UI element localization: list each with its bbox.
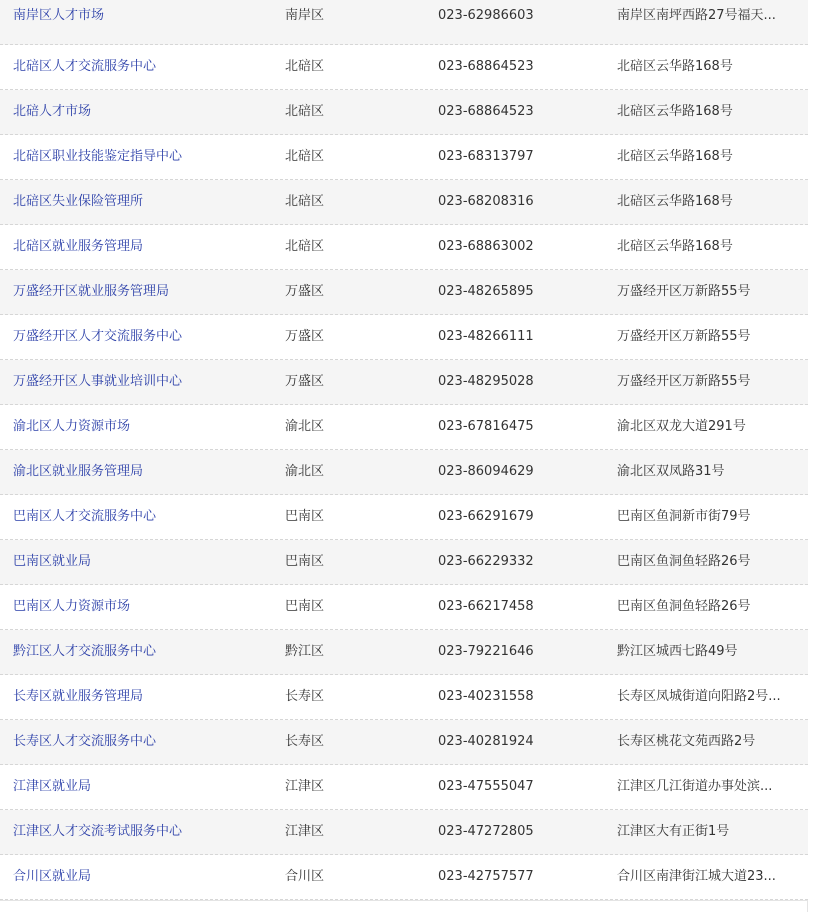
- address-cell: 北碚区云华路168号: [617, 239, 733, 254]
- agency-name-link[interactable]: 巴南区人才交流服务中心: [13, 509, 157, 524]
- address-cell: 北碚区云华路168号: [617, 104, 733, 119]
- district-cell: 渝北区: [285, 419, 325, 434]
- district-cell: 北碚区: [285, 149, 325, 164]
- table-bottom-border: [0, 900, 808, 901]
- phone-cell: 023-67816475: [438, 419, 534, 434]
- agency-name-link[interactable]: 巴南区就业局: [13, 554, 92, 569]
- table-row: [0, 585, 808, 630]
- district-cell: 渝北区: [285, 464, 325, 479]
- district-cell: 北碚区: [285, 194, 325, 209]
- address-cell: 巴南区鱼洞新市街79号: [617, 509, 751, 524]
- agency-name-link[interactable]: 北碚区职业技能鉴定指导中心: [13, 149, 183, 164]
- agency-name-link[interactable]: 北碚区人才交流服务中心: [13, 59, 157, 74]
- agency-name-link[interactable]: 合川区就业局: [13, 869, 92, 884]
- table-row: [0, 855, 808, 900]
- agency-name-link[interactable]: 万盛经开区就业服务管理局: [13, 284, 170, 299]
- address-cell: 长寿区凤城街道向阳路2号...: [617, 689, 781, 704]
- table-row: [0, 540, 808, 585]
- table-row: [0, 495, 808, 540]
- agency-name-link[interactable]: 北碚人才市场: [13, 104, 92, 119]
- page-scrollbar-track[interactable]: [808, 0, 827, 912]
- table-row: [0, 405, 808, 450]
- district-cell: 黔江区: [285, 644, 325, 659]
- address-cell: 巴南区鱼洞鱼轻路26号: [617, 599, 751, 614]
- district-cell: 北碚区: [285, 59, 325, 74]
- address-cell: 万盛经开区万新路55号: [617, 329, 751, 344]
- address-cell: 合川区南津街江城大道23...: [617, 869, 776, 884]
- table-row: [0, 45, 808, 90]
- table-row: [0, 810, 808, 855]
- district-cell: 万盛区: [285, 329, 325, 344]
- address-cell: 长寿区桃花文苑西路2号: [617, 734, 756, 749]
- table-row: [0, 225, 808, 270]
- district-cell: 巴南区: [285, 599, 325, 614]
- phone-cell: 023-62986603: [438, 8, 534, 23]
- address-cell: 巴南区鱼洞鱼轻路26号: [617, 554, 751, 569]
- phone-cell: 023-79221646: [438, 644, 534, 659]
- table-row: [0, 720, 808, 765]
- agency-name-link[interactable]: 万盛经开区人才交流服务中心: [13, 329, 183, 344]
- district-cell: 江津区: [285, 779, 325, 794]
- phone-cell: 023-66229332: [438, 554, 534, 569]
- agency-name-link[interactable]: 渝北区人力资源市场: [13, 419, 131, 434]
- table-row: [0, 270, 808, 315]
- district-cell: 长寿区: [285, 734, 325, 749]
- address-cell: 万盛经开区万新路55号: [617, 374, 751, 389]
- address-cell: 渝北区双凤路31号: [617, 464, 725, 479]
- district-cell: 巴南区: [285, 554, 325, 569]
- agency-name-link[interactable]: 南岸区人才市场: [13, 8, 105, 23]
- phone-cell: 023-68864523: [438, 59, 534, 74]
- district-cell: 江津区: [285, 824, 325, 839]
- table-row: [0, 135, 808, 180]
- address-cell: 江津区几江街道办事处滨...: [617, 779, 773, 794]
- agency-name-link[interactable]: 巴南区人力资源市场: [13, 599, 131, 614]
- district-cell: 长寿区: [285, 689, 325, 704]
- table-row: [0, 360, 808, 405]
- table-row: [0, 675, 808, 720]
- phone-cell: 023-47272805: [438, 824, 534, 839]
- agency-name-link[interactable]: 长寿区人才交流服务中心: [13, 734, 157, 749]
- table-row: [0, 765, 808, 810]
- phone-cell: 023-40231558: [438, 689, 534, 704]
- agency-name-link[interactable]: 江津区人才交流考试服务中心: [13, 824, 183, 839]
- address-cell: 北碚区云华路168号: [617, 194, 733, 209]
- table-row: [0, 90, 808, 135]
- agency-name-link[interactable]: 万盛经开区人事就业培训中心: [13, 374, 183, 389]
- address-cell: 江津区大有正街1号: [617, 824, 730, 839]
- phone-cell: 023-48266111: [438, 329, 534, 344]
- phone-cell: 023-47555047: [438, 779, 534, 794]
- phone-cell: 023-68313797: [438, 149, 534, 164]
- district-cell: 巴南区: [285, 509, 325, 524]
- agency-name-link[interactable]: 渝北区就业服务管理局: [13, 464, 144, 479]
- phone-cell: 023-40281924: [438, 734, 534, 749]
- address-cell: 北碚区云华路168号: [617, 59, 733, 74]
- table-row: [0, 315, 808, 360]
- phone-cell: 023-68208316: [438, 194, 534, 209]
- phone-cell: 023-42757577: [438, 869, 534, 884]
- district-cell: 合川区: [285, 869, 325, 884]
- phone-cell: 023-48295028: [438, 374, 534, 389]
- district-cell: 北碚区: [285, 104, 325, 119]
- table-row: [0, 630, 808, 675]
- address-cell: 万盛经开区万新路55号: [617, 284, 751, 299]
- table-row: [0, 0, 808, 45]
- phone-cell: 023-66291679: [438, 509, 534, 524]
- table-row: [0, 180, 808, 225]
- address-cell: 渝北区双龙大道291号: [617, 419, 746, 434]
- phone-cell: 023-68864523: [438, 104, 534, 119]
- address-cell: 南岸区南坪西路27号福天...: [617, 8, 776, 23]
- district-cell: 万盛区: [285, 374, 325, 389]
- agency-name-link[interactable]: 长寿区就业服务管理局: [13, 689, 144, 704]
- table-row: [0, 450, 808, 495]
- district-cell: 北碚区: [285, 239, 325, 254]
- phone-cell: 023-66217458: [438, 599, 534, 614]
- district-cell: 南岸区: [285, 8, 325, 23]
- phone-cell: 023-68863002: [438, 239, 534, 254]
- agency-name-link[interactable]: 北碚区失业保险管理所: [13, 194, 144, 209]
- agency-name-link[interactable]: 黔江区人才交流服务中心: [13, 644, 157, 659]
- phone-cell: 023-48265895: [438, 284, 534, 299]
- phone-cell: 023-86094629: [438, 464, 534, 479]
- address-cell: 北碚区云华路168号: [617, 149, 733, 164]
- agency-name-link[interactable]: 北碚区就业服务管理局: [13, 239, 144, 254]
- district-cell: 万盛区: [285, 284, 325, 299]
- address-cell: 黔江区城西七路49号: [617, 644, 738, 659]
- agency-name-link[interactable]: 江津区就业局: [13, 779, 92, 794]
